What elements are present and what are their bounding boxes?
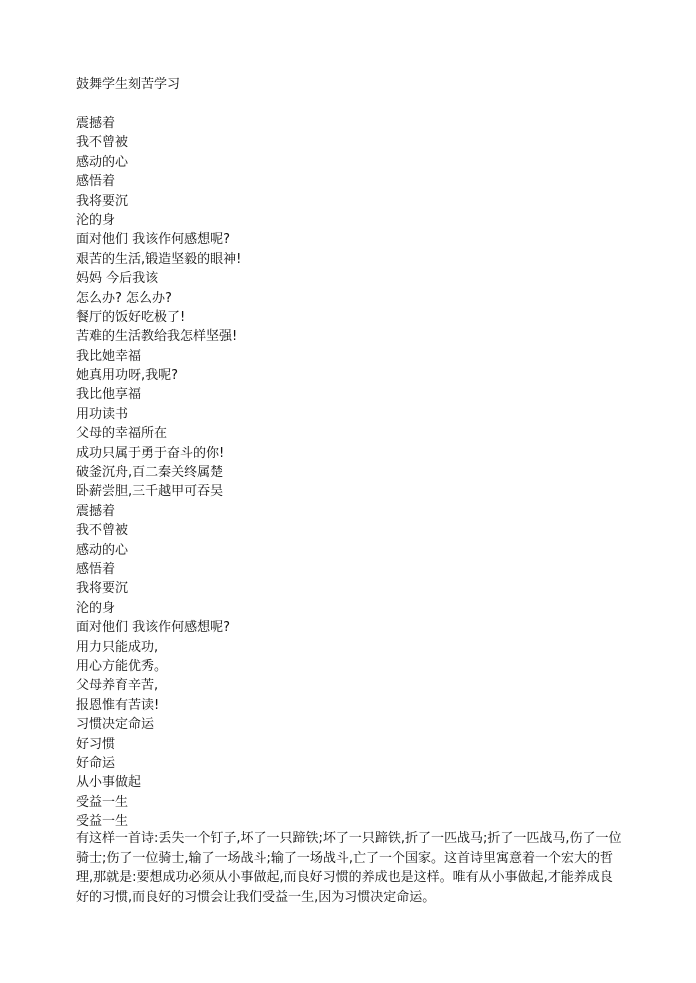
poem-line: 从小事做起 <box>76 775 142 791</box>
poem-line: 艰苦的生活,锻造坚毅的眼神! <box>76 251 242 267</box>
poem-line: 感悟着 <box>76 174 116 190</box>
poem-line: 用心方能优秀。 <box>76 658 168 674</box>
poem-line: 父母养育辛苦, <box>76 678 159 694</box>
poem-line: 沦的身 <box>76 212 116 228</box>
poem-line: 好命运 <box>76 755 116 771</box>
poem-line: 父母的幸福所在 <box>76 426 168 442</box>
closing-paragraph: 有这样一首诗:丢失一个钉子,坏了一只蹄铁;坏了一只蹄铁,折了一匹战马;折了一匹战马,伤了一位骑士;伤了一位骑士,输了一场战斗;输了一场战斗,亡了一个国家。这首诗里寓意着一个宏大的哲理,那就是:要想成功必须从小事做起,而良好习惯的养成也是这样。唯有从小事做起,才能养成良好的习惯,而良好的习惯会让我们受益一生,因为习惯决定命运。 <box>76 831 622 905</box>
poem-line: 餐厅的饭好吃极了! <box>76 309 186 325</box>
poem-line: 好习惯 <box>76 736 116 752</box>
document-title: 鼓舞学生刻苦学习 <box>76 77 181 92</box>
poem-line: 苦难的生活教给我怎样坚强! <box>76 329 238 345</box>
poem-line: 用力只能成功, <box>76 639 159 655</box>
poem-line: 习惯决定命运 <box>76 717 155 733</box>
poem-line: 卧薪尝胆,三千越甲可吞吴 <box>76 484 224 500</box>
poem-line: 受益一生 <box>76 814 129 830</box>
poem-lines <box>76 114 636 831</box>
poem-line: 我不曾被 <box>76 523 129 539</box>
poem-line: 感动的心 <box>76 154 129 170</box>
poem-line: 震撼着 <box>76 503 116 519</box>
poem-line: 我不曾被 <box>76 135 129 151</box>
poem-line: 震撼着 <box>76 116 116 131</box>
poem-line: 她真用功呀,我呢? <box>76 368 179 384</box>
poem-line: 怎么办? 怎么办? <box>76 290 172 306</box>
poem-line: 沦的身 <box>76 600 116 616</box>
poem-line: 成功只属于勇于奋斗的你! <box>76 445 225 461</box>
poem-line: 用功读书 <box>76 406 129 422</box>
poem-line: 我比他享福 <box>76 387 142 403</box>
poem-line: 感悟着 <box>76 561 116 577</box>
poem-line: 我将要沉 <box>76 581 129 597</box>
poem-line: 面对他们 我该作何感想呢? <box>76 620 231 636</box>
poem-line: 我将要沉 <box>76 193 129 209</box>
poem-line: 受益一生 <box>76 794 129 810</box>
poem-line: 妈妈 今后我该 <box>76 271 159 287</box>
poem-line: 感动的心 <box>76 542 129 558</box>
poem-line: 报恩惟有苦读! <box>76 697 160 713</box>
poem-line: 面对他们 我该作何感想呢? <box>76 232 231 248</box>
poem-line: 我比她幸福 <box>76 348 142 364</box>
poem-line: 破釜沉舟,百二秦关终属楚 <box>76 465 224 481</box>
